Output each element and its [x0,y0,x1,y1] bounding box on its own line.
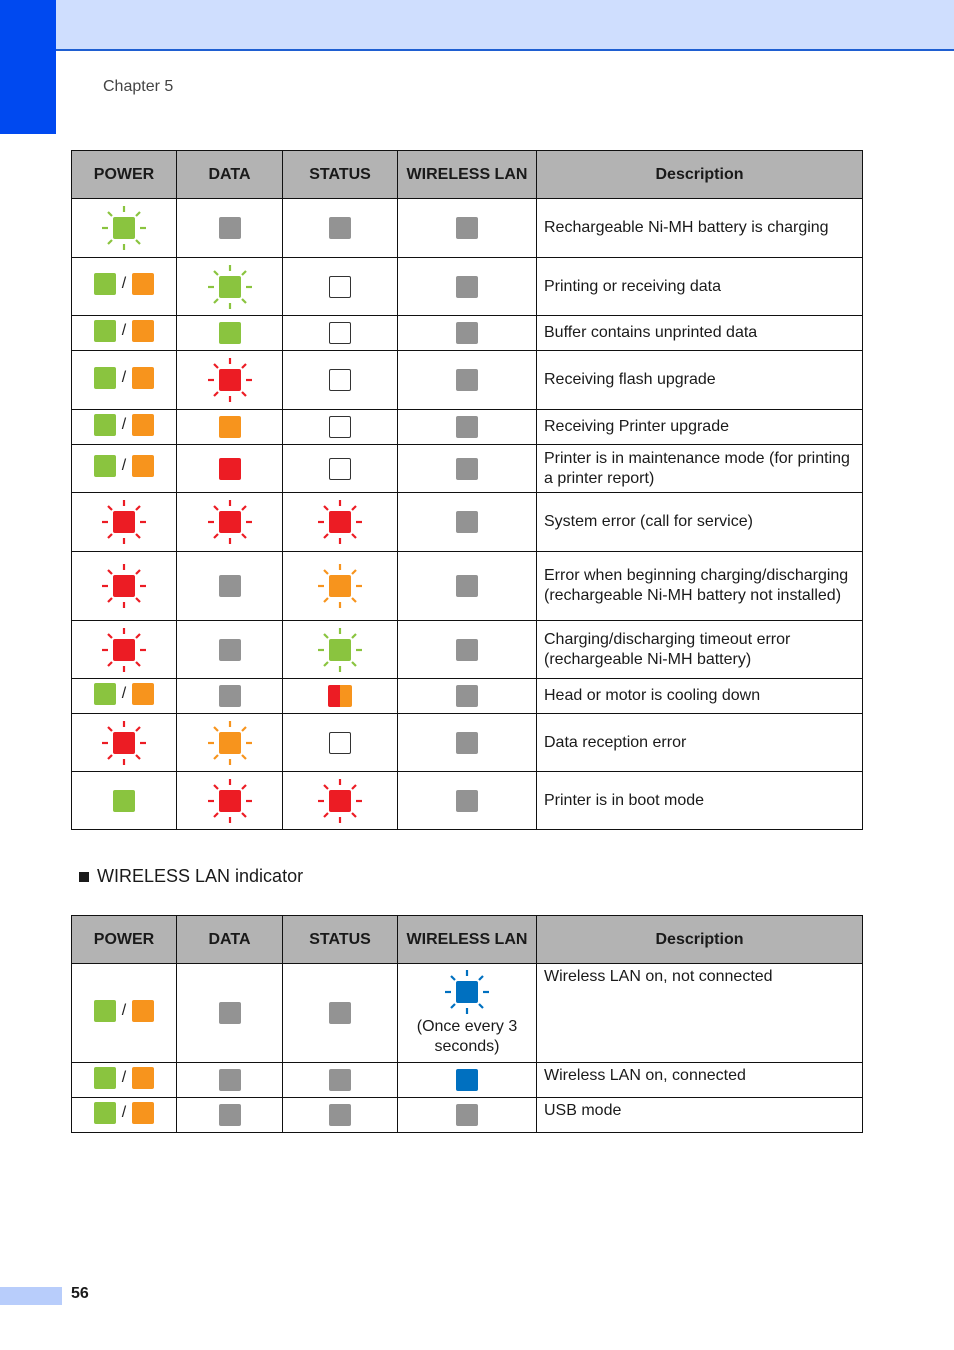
power-cell [72,199,177,258]
power-cell [72,1098,177,1133]
power-cell [72,493,177,552]
power-cell [72,410,177,445]
green-or-orange-led [94,273,154,295]
off-led-icon [329,458,351,480]
grey-led-icon [329,1104,351,1126]
off-led-icon [329,369,351,391]
status-cell [283,410,398,445]
or-separator: / [121,457,127,474]
data-cell [177,445,283,493]
wireless-lan-cell [398,316,537,351]
description-cell: Printer is in maintenance mode (for printing a printer report) [537,445,863,493]
footer-band [0,1287,62,1305]
grey-led-icon [219,1002,241,1024]
wireless-lan-cell [398,1063,537,1098]
wireless-lan-cell [398,552,537,621]
orange-blinking-led-icon [316,562,364,610]
green-led-icon [94,273,116,295]
page-number: 56 [71,1285,89,1302]
grey-led-icon [456,575,478,597]
blue-blinking-led-icon [443,968,491,1016]
status-cell [283,964,398,1063]
wireless-lan-cell [398,714,537,772]
table-row [72,316,863,351]
green-or-orange-led [94,1067,154,1089]
status-cell [283,445,398,493]
off-led-icon [329,276,351,298]
green-led-icon [94,367,116,389]
description-cell: Data reception error [537,714,863,772]
red-blinking-led-icon [316,498,364,546]
status-cell [283,351,398,410]
grey-led-icon [456,790,478,812]
wireless-lan-cell [398,1098,537,1133]
orange-led-icon [132,455,154,477]
green-led-icon [113,790,135,812]
wireless-lan-cell [398,964,537,1063]
orange-led-icon [132,1102,154,1124]
orange-blinking-led-icon [206,719,254,767]
orange-led-icon [132,320,154,342]
red-led-icon [219,458,241,480]
col-header-status: STATUS [283,151,398,199]
orange-led-icon [132,367,154,389]
grey-led-icon [456,416,478,438]
data-cell [177,1063,283,1098]
off-led-icon [329,732,351,754]
data-cell [177,772,283,830]
data-cell [177,964,283,1063]
table-row [72,714,863,772]
table-row [72,445,863,493]
grey-led-icon [456,322,478,344]
chapter-tab [0,0,56,134]
status-cell [283,679,398,714]
description-cell: Charging/discharging timeout error (rechargeable Ni-MH battery) [537,621,863,679]
red-blinking-led-icon [206,777,254,825]
wireless-lan-cell [398,351,537,410]
orange-led-icon [132,683,154,705]
description-cell: Receiving Printer upgrade [537,410,863,445]
col-header-wireless-lan: WIRELESS LAN [398,916,537,964]
or-separator: / [121,415,127,433]
description-cell: Rechargeable Ni-MH battery is charging [537,199,863,258]
wireless-lan-table [71,915,863,1133]
power-cell [72,714,177,772]
green-blinking-led-icon [206,263,254,311]
grey-led-icon [329,1069,351,1091]
grey-led-icon [219,639,241,661]
blink-interval-note: (Once every 3 seconds) [416,1018,518,1055]
grey-led-icon [219,1104,241,1126]
green-led-icon [94,455,116,477]
green-led-icon [94,1000,116,1022]
wireless-lan-cell [398,772,537,830]
green-led-icon [94,1102,116,1124]
col-header-data: DATA [177,916,283,964]
wireless-lan-cell [398,258,537,316]
table-row [72,1063,863,1098]
status-cell [283,1098,398,1133]
description-cell: Error when beginning charging/discharging (rechargeable Ni-MH battery not installed) [537,552,863,621]
status-cell [283,772,398,830]
green-or-orange-led [94,320,154,342]
chapter-label: Chapter 5 [103,78,174,95]
col-header-status: STATUS [283,916,398,964]
col-header-power: POWER [72,916,177,964]
data-cell [177,679,283,714]
red-blinking-led-icon [100,719,148,767]
green-led-icon [94,320,116,342]
green-or-orange-led [94,683,154,705]
power-cell [72,445,177,493]
table-row [72,351,863,410]
green-led-icon [219,322,241,344]
table-row [72,410,863,445]
description-cell: Wireless LAN on, not connected [537,964,863,1063]
grey-led-icon [456,685,478,707]
power-cell [72,351,177,410]
grey-led-icon [219,1069,241,1091]
description-cell: Printer is in boot mode [537,772,863,830]
table-row [72,199,863,258]
red-blinking-led-icon [100,562,148,610]
off-led-icon [329,322,351,344]
or-separator: / [121,1068,127,1086]
blue-led-icon [456,1069,478,1091]
grey-led-icon [456,511,478,533]
green-led-icon [94,1067,116,1089]
off-led-icon [329,416,351,438]
grey-led-icon [456,276,478,298]
red-blinking-led-icon [206,356,254,404]
orange-led-icon [132,414,154,436]
section-heading [79,866,303,887]
grey-led-icon [329,217,351,239]
grey-led-icon [219,575,241,597]
description-cell: System error (call for service) [537,493,863,552]
table-row [72,621,863,679]
description-cell: Receiving flash upgrade [537,351,863,410]
data-cell [177,316,283,351]
power-cell [72,316,177,351]
power-cell [72,1063,177,1098]
green-or-orange-led [94,414,154,436]
col-header-wireless-lan: WIRELESS LAN [398,151,537,199]
data-cell [177,1098,283,1133]
table-row [72,1098,863,1133]
data-cell [177,199,283,258]
grey-led-icon [456,217,478,239]
or-separator: / [121,1103,127,1121]
bullet-square-icon [79,872,89,882]
description-cell: Head or motor is cooling down [537,679,863,714]
grey-led-icon [219,685,241,707]
description-cell: USB mode [537,1098,863,1133]
grey-led-icon [456,639,478,661]
header-band [56,0,954,51]
or-separator: / [121,684,127,702]
red-blinking-led-icon [100,498,148,546]
data-cell [177,621,283,679]
col-header-power: POWER [72,151,177,199]
or-separator: / [121,275,127,292]
status-cell [283,316,398,351]
wireless-lan-cell [398,679,537,714]
or-separator: / [121,1001,127,1019]
green-or-orange-led [94,1000,154,1022]
col-header-description: Description [537,151,863,199]
grey-led-icon [456,369,478,391]
power-cell [72,258,177,316]
col-header-data: DATA [177,151,283,199]
power-cell [72,621,177,679]
power-cell [72,552,177,621]
table-row [72,552,863,621]
led-status-table [71,150,863,830]
wireless-lan-cell [398,445,537,493]
orange-led-icon [132,1000,154,1022]
orange-led-icon [132,273,154,295]
data-cell [177,493,283,552]
or-separator: / [121,321,127,339]
table-row [72,679,863,714]
section-heading-text: WIRELESS LAN indicator [97,866,304,886]
data-cell [177,552,283,621]
wireless-lan-cell [398,621,537,679]
col-header-description: Description [537,916,863,964]
green-or-orange-led [94,455,154,477]
green-led-icon [94,683,116,705]
table-row [72,258,863,316]
description-cell: Wireless LAN on, connected [537,1063,863,1098]
orange-led-icon [132,1067,154,1089]
power-cell [72,772,177,830]
wireless-lan-cell [398,493,537,552]
green-led-icon [94,414,116,436]
green-or-orange-led [94,367,154,389]
status-cell [283,621,398,679]
status-cell [283,714,398,772]
table-row [72,964,863,1063]
data-cell [177,351,283,410]
data-cell [177,714,283,772]
red-blinking-led-icon [100,626,148,674]
green-blinking-led-icon [316,626,364,674]
or-separator: / [121,368,127,386]
table-row [72,493,863,552]
status-cell [283,258,398,316]
status-cell [283,199,398,258]
red-blinking-led-icon [206,498,254,546]
power-cell [72,679,177,714]
status-cell [283,493,398,552]
wireless-lan-cell [398,410,537,445]
data-cell [177,410,283,445]
grey-led-icon [456,732,478,754]
data-cell [177,258,283,316]
grey-led-icon [329,1002,351,1024]
orange-led-icon [219,416,241,438]
description-cell: Printing or receiving data [537,258,863,316]
power-cell [72,964,177,1063]
wireless-lan-cell [398,199,537,258]
red-orange-alternating-led-icon [328,685,352,707]
status-cell [283,1063,398,1098]
description-cell: Buffer contains unprinted data [537,316,863,351]
red-blinking-led-icon [316,777,364,825]
grey-led-icon [456,1104,478,1126]
grey-led-icon [219,217,241,239]
table-row [72,772,863,830]
grey-led-icon [456,458,478,480]
status-cell [283,552,398,621]
green-or-orange-led [94,1102,154,1124]
green-blinking-led-icon [100,204,148,252]
